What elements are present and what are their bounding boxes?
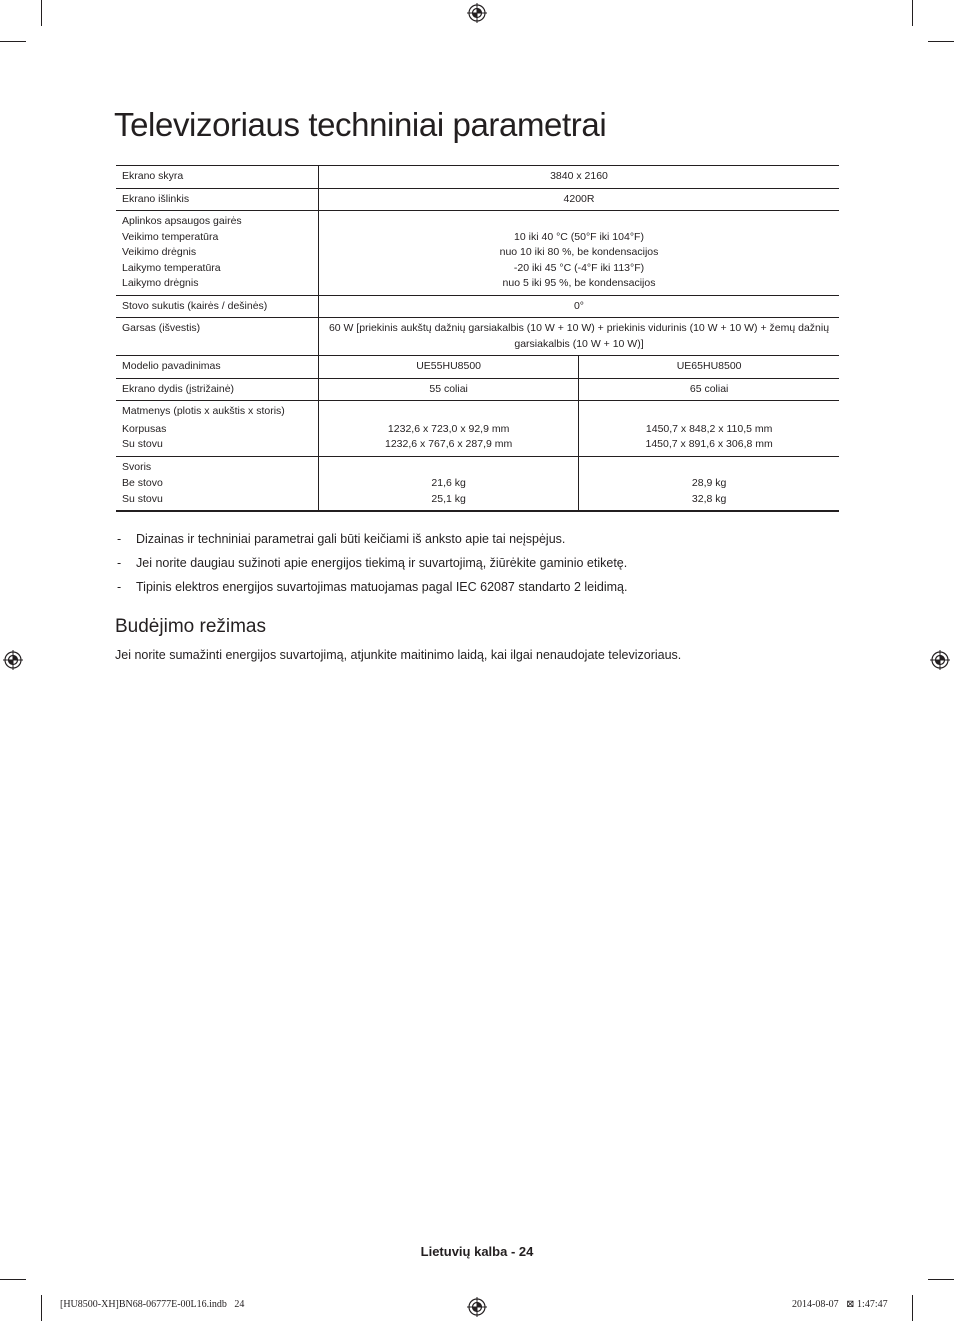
page-title: Televizoriaus techniniai parametrai [114, 106, 607, 143]
crop-mark [912, 1295, 913, 1321]
crop-mark [41, 1295, 42, 1321]
specs-table [116, 165, 839, 512]
file-slug: [HU8500-XH]BN68-06777E-00L16.indb 24 [60, 1299, 245, 1310]
date-slug: 2014-08-07 ⊠ 1:47:47 [792, 1299, 888, 1310]
spec-label: Aplinkos apsaugos gairės Veikimo temperatūra Veikimo drėgnis Laikymo temperatūra Laikymo drėgnis [116, 211, 319, 296]
model-a-value: 1232,6 x 723,0 x 92,9 mm 1232,6 x 767,6 x 287,9 mm [319, 401, 579, 457]
registration-mark-icon [3, 650, 23, 670]
table-row [116, 401, 839, 457]
bullet-dash: - [117, 532, 122, 546]
crop-mark [928, 1279, 954, 1280]
model-b-value: 28,9 kg 32,8 kg [579, 456, 839, 511]
spec-label: Matmenys (plotis x aukštis x storis) Korpusas Su stovu [116, 401, 319, 457]
table-row [116, 211, 839, 296]
table-row [116, 356, 839, 379]
spec-label: Modelio pavadinimas [116, 356, 319, 379]
crop-mark [0, 1279, 26, 1280]
note-text: Jei norite daugiau sužinoti apie energijos tiekimą ir suvartojimą, žiūrėkite gaminio etiketę. [136, 556, 628, 570]
section-heading: Budėjimo režimas [115, 616, 266, 637]
model-b-value: UE65HU8500 [579, 356, 839, 379]
model-b-value: 65 coliai [579, 378, 839, 401]
list-item [117, 554, 627, 578]
list-item [117, 578, 627, 602]
registration-mark-icon [467, 3, 487, 23]
crop-mark [928, 41, 954, 42]
model-a-value: UE55HU8500 [319, 356, 579, 379]
spec-label: Stovo sukutis (kairės / dešinės) [116, 295, 319, 318]
crop-mark [0, 41, 26, 42]
spec-label: Garsas (išvestis) [116, 318, 319, 356]
spec-value: 0° [319, 295, 840, 318]
table-row [116, 188, 839, 211]
spec-label: Svoris Be stovo Su stovu [116, 456, 319, 511]
model-b-value: 1450,7 x 848,2 x 110,5 mm 1450,7 x 891,6 x 306,8 mm [579, 401, 839, 457]
table-row [116, 295, 839, 318]
spec-value: 60 W [priekinis aukštų dažnių garsiakalbis (10 W + 10 W) + priekinis vidurinis (10 W + 10 W) + žemų dažnių garsiakalbis (10 W + 10 W)] [319, 318, 840, 356]
table-row [116, 378, 839, 401]
crop-mark [41, 0, 42, 26]
spec-value: 4200R [319, 188, 840, 211]
model-a-value: 21,6 kg 25,1 kg [319, 456, 579, 511]
standby-text: Jei norite sumažinti energijos suvartojimą, atjunkite maitinimo laidą, kai ilgai nenaudojate televizoriaus. [115, 648, 682, 662]
model-a-value: 55 coliai [319, 378, 579, 401]
table-row [116, 456, 839, 511]
bullet-dash: - [117, 556, 122, 570]
crop-mark [912, 0, 913, 26]
spec-value: 10 iki 40 °C (50°F iki 104°F) nuo 10 iki 80 %, be kondensacijos -20 iki 45 °C (-4°F iki 113°F) nuo 5 iki 95 %, be kondensacijos [319, 211, 840, 296]
registration-mark-icon [467, 1297, 487, 1317]
spec-value: 3840 x 2160 [319, 166, 840, 189]
notes-list [117, 530, 627, 602]
spec-label: Ekrano skyra [116, 166, 319, 189]
spec-label: Ekrano išlinkis [116, 188, 319, 211]
note-text: Dizainas ir techniniai parametrai gali būti keičiami iš anksto apie tai neįspėjus. [136, 532, 566, 546]
note-text: Tipinis elektros energijos suvartojimas matuojamas pagal IEC 62087 standarto 2 leidimą. [136, 580, 628, 594]
registration-mark-icon [930, 650, 950, 670]
table-row [116, 166, 839, 189]
table-row [116, 318, 839, 356]
bullet-dash: - [117, 580, 122, 594]
spec-label: Ekrano dydis (įstrižainė) [116, 378, 319, 401]
list-item [117, 530, 627, 554]
page-number: Lietuvių kalba - 24 [420, 1244, 534, 1259]
